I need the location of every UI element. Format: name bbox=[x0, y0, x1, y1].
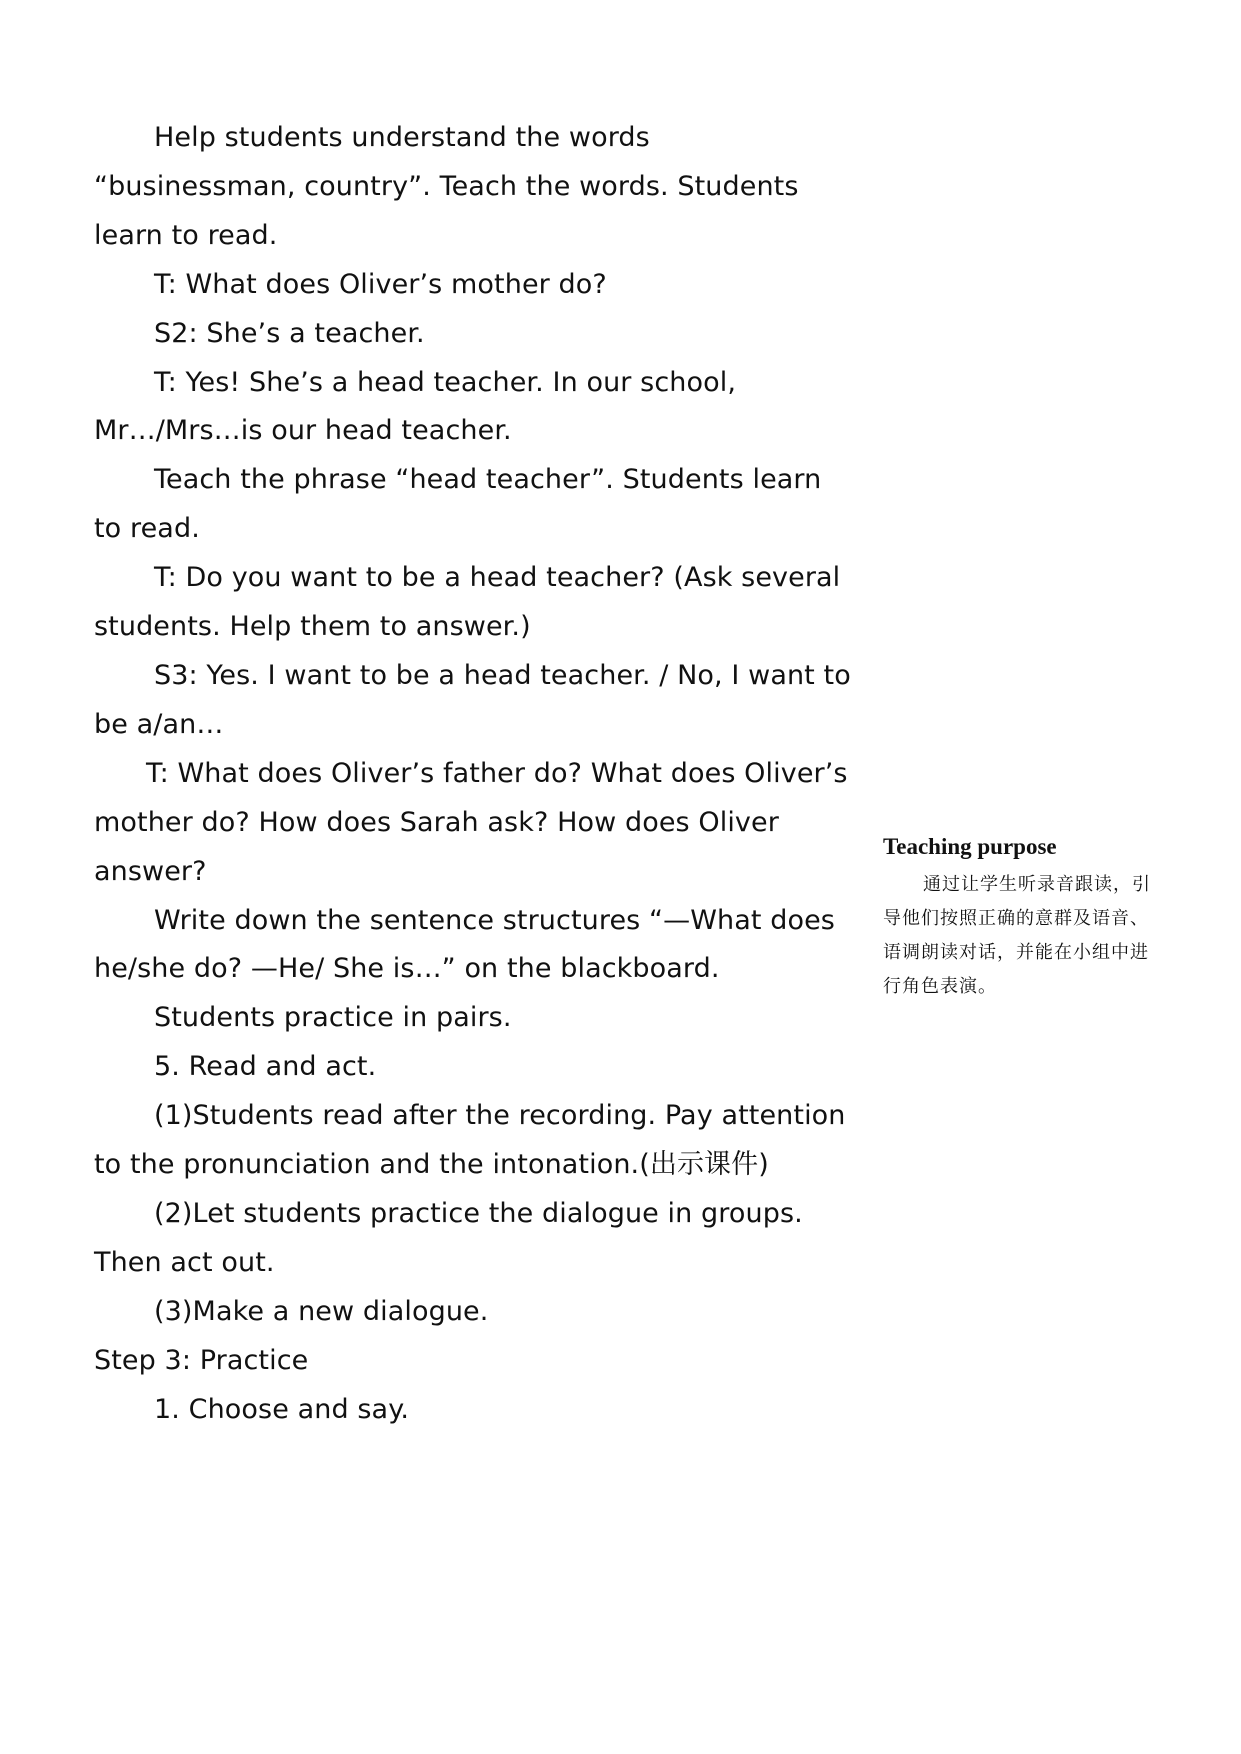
paragraph-s2-answer: S2: She’s a teacher. bbox=[154, 317, 425, 349]
paragraph-new-dialogue: (3)Make a new dialogue. bbox=[154, 1295, 489, 1327]
paragraph-read-and-act: 5. Read and act. bbox=[154, 1051, 377, 1083]
paragraph-teacher-question-mother: T: What does Oliver’s mother do? bbox=[154, 268, 607, 300]
paragraph-choose-and-say: 1. Choose and say. bbox=[154, 1393, 410, 1425]
paragraph-s3-answer: S3: Yes. I want to be a head teacher. / No, I want to be a/an… bbox=[94, 659, 851, 740]
paragraph-sentence-structures: Write down the sentence structures “—What does he/she do? —He/ She is…” on the blackboard. bbox=[94, 904, 835, 985]
paragraph-practice-groups: (2)Let students practice the dialogue in groups. Then act out. bbox=[94, 1197, 803, 1278]
paragraph-practice-pairs: Students practice in pairs. bbox=[154, 1002, 512, 1034]
paragraph-teach-words: Help students understand the words “businessman, country”. Teach the words. Students learn to read. bbox=[94, 122, 799, 251]
teaching-purpose-body: 通过让学生听录音跟读，引导他们按照正确的意群及语音、语调朗读对话，并能在小组中进行角色表演。 bbox=[883, 874, 1151, 997]
teaching-purpose-title: Teaching purpose bbox=[883, 834, 1057, 859]
paragraph-read-after-recording: (1)Students read after the recording. Pay attention to the pronunciation and the intonation.(出示课件) bbox=[94, 1100, 846, 1181]
paragraph-teach-phrase: Teach the phrase “head teacher”. Students learn to read. bbox=[94, 464, 822, 545]
paragraph-head-teacher: T: Yes! She’s a head teacher. In our school, Mr…/Mrs…is our head teacher. bbox=[94, 366, 737, 447]
step-heading-practice: Step 3: Practice bbox=[94, 1344, 309, 1376]
paragraph-teacher-questions-oliver: T: What does Oliver’s father do? What does Oliver’s mother do? How does Sarah ask? How does Oliver answer? bbox=[94, 757, 848, 887]
paragraph-teacher-question-want: T: Do you want to be a head teacher? (Ask several students. Help them to answer.) bbox=[94, 562, 841, 643]
main-text-column bbox=[94, 114, 854, 1434]
teaching-purpose-note bbox=[883, 832, 1153, 1004]
